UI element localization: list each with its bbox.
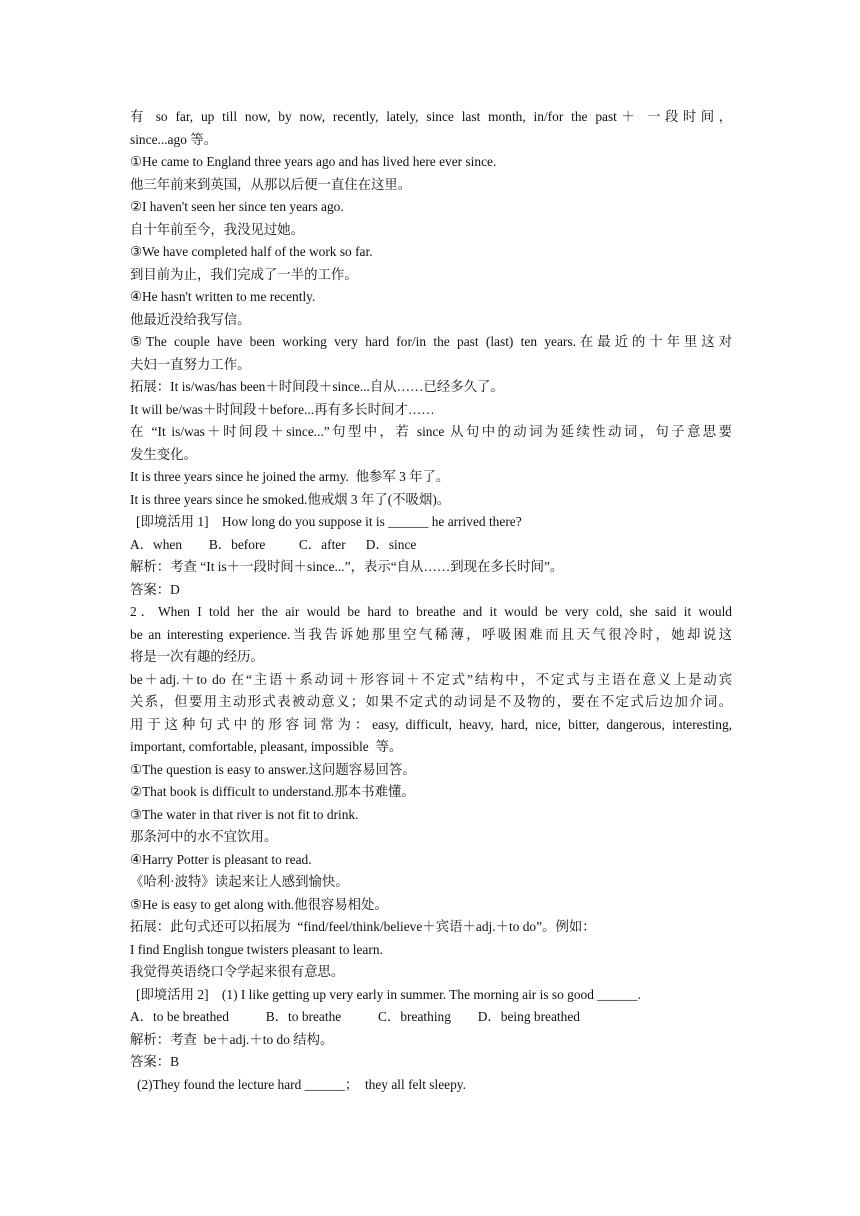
extension-note: 拓展：此句式还可以拓展为 “find/feel/think/believe＋宾语＋adj.＋to do”。例如： [130,919,596,934]
example-sentence: It is three years since he smoked.他戒烟 3 年了(不吸烟)。 [130,491,451,507]
text-line: 关系，但要用主动形式表被动意义；如果不定式的动词是不及物的，要在不定式后边加介词。 [130,694,732,709]
example-sentence: ③The water in that river is not fit to drink. [130,806,359,822]
example-sentence: ④Harry Potter is pleasant to read. [130,851,312,867]
section-heading: 2．When I told her the air would be hard to breathe and it would be very cold, she said it would [130,604,732,619]
text-line: be an interesting experience.当我告诉她那里空气稀薄，呼吸困难而且天气很冷时，她却说这 [130,626,732,642]
translation-line: 他三年前来到英国，从那以后便一直住在这里。 [130,176,412,192]
example-sentence: ⑤The couple have been working very hard for/in the past (last) ten years.在最近的十年里这对 [130,334,732,349]
translation-line: 自十年前至今，我没见过她。 [130,221,305,237]
example-sentence: ⑤He is easy to get along with.他很容易相处。 [130,896,388,912]
translation-line: 《哈利·波特》读起来让人感到愉快。 [130,874,349,889]
example-sentence: ②I haven't seen her since ten years ago. [130,199,344,214]
example-sentence: It is three years since he joined the army. 他参军 3 年了。 [130,469,450,484]
translation-line: 那条河中的水不宜饮用。 [130,829,278,844]
text-line: 在 “It is/was＋时间段＋since...”句型中，若 since 从句中的动词为延续性动词，句子意思要 [130,424,732,439]
example-sentence: ④He hasn't written to me recently. [130,289,316,304]
text-line: 发生变化。 [130,446,197,462]
translation-line: 夫妇一直努力工作。 [130,356,251,372]
translation-line: 他最近没给我写信。 [130,311,251,327]
answer-options: A．when B．before C．after D．since [130,536,417,552]
text-line: be＋adj.＋to do 在“主语＋系动词＋形容词＋不定式”结构中，不定式与主语在意义上是动宾 [130,671,732,687]
translation-line: 我觉得英语绕口令学起来很有意思。 [130,964,345,979]
exercise-question: (2)They found the lecture hard ______； they all felt sleepy. [137,1076,466,1092]
example-sentence: ③We have completed half of the work so far. [130,244,373,259]
text-line: 将是一次有趣的经历。 [130,649,264,664]
text-line: since...ago 等。 [130,131,218,147]
example-sentence: ②That book is difficult to understand.那本书难懂。 [130,784,415,799]
translation-line: 到目前为止，我们完成了一半的工作。 [130,266,358,282]
analysis-line: 解析：考查 “It is＋一段时间＋since...”，表示“自从……到现在多长时间”。 [130,559,564,574]
example-sentence: ①The question is easy to answer.这问题容易回答。 [130,761,416,777]
exercise-question: [即境活用 1] How long do you suppose it is ______ he arrived there? [136,514,522,529]
document-page [130,106,732,1096]
answer-line: 答案：B [130,1054,180,1069]
text-line: important, comfortable, pleasant, impossible 等。 [130,739,403,754]
example-sentence: I find English tongue twisters pleasant to learn. [130,941,383,957]
example-sentence: ①He came to England three years ago and has lived here ever since. [130,154,497,169]
analysis-line: 解析：考查 be＋adj.＋to do 结构。 [130,1031,334,1047]
answer-line: 答案：D [130,581,180,597]
text-line: 有 so far, up till now, by now, recently, lately, since last month, in/for the past＋ 一段时间， [130,109,732,124]
exercise-question: [即境活用 2] (1) I like getting up very early in summer. The morning air is so good ______. [136,986,641,1002]
text-line: It will be/was＋时间段＋before...再有多长时间才…… [130,401,435,417]
text-line: 用于这种句式中的形容词常为：easy, difficult, heavy, hard, nice, bitter, dangerous, interesting, [130,716,732,732]
answer-options: A．to be breathed B．to breathe C．breathing D．being breathed [130,1009,580,1024]
extension-note: 拓展：It is/was/has been＋时间段＋since...自从……已经多久了。 [130,379,504,394]
